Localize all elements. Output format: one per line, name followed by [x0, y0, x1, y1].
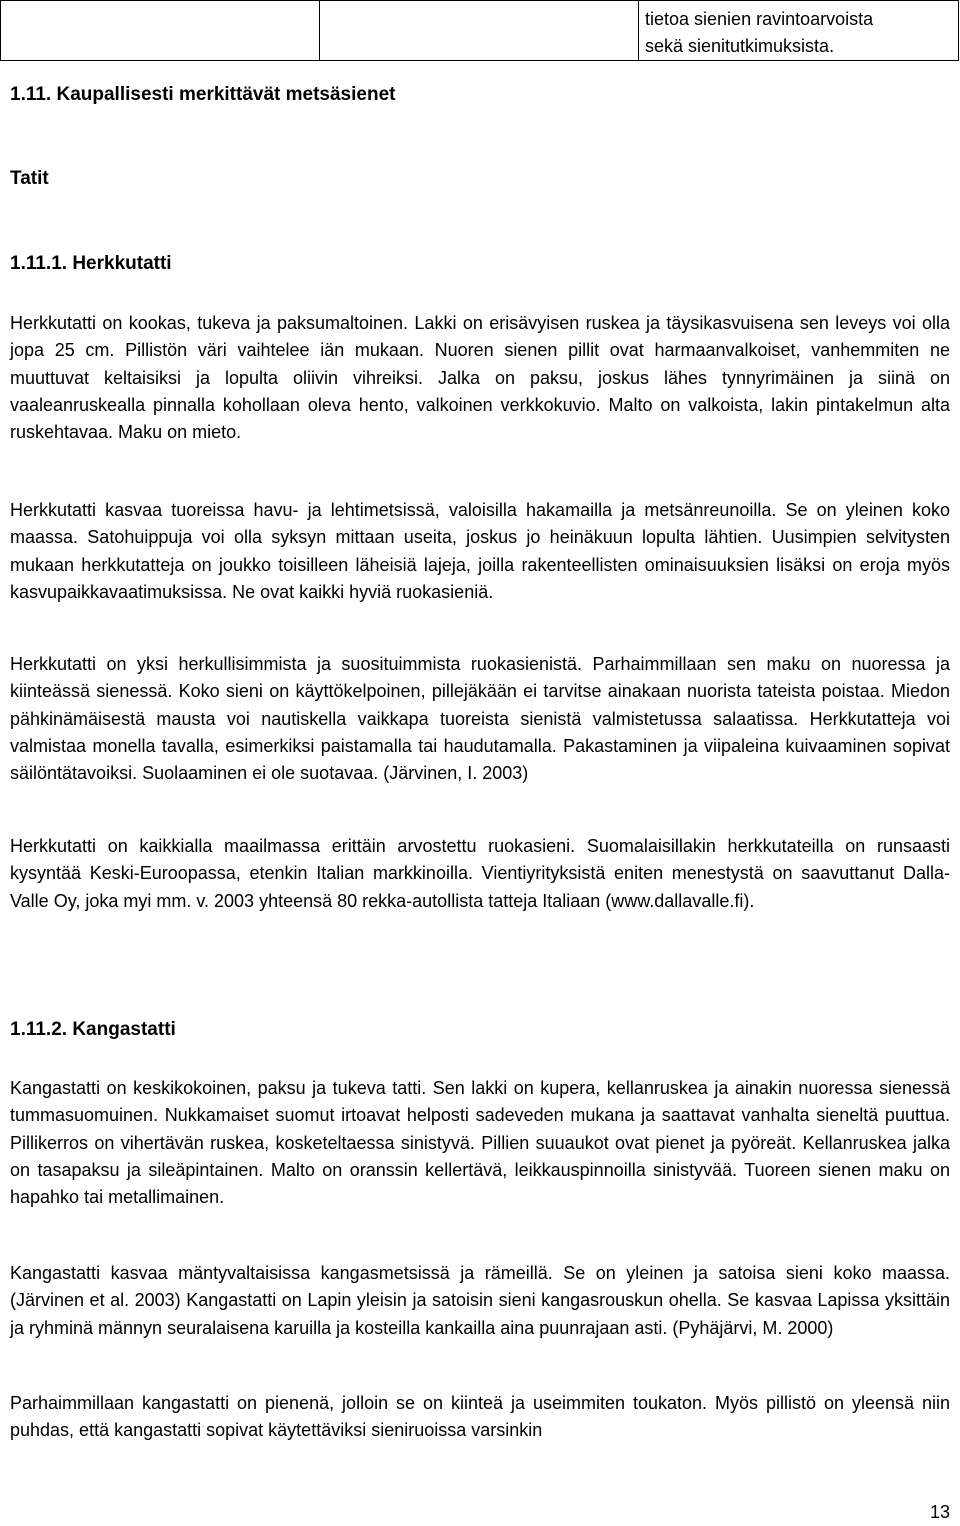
paragraph-herkkutatti-export: Herkkutatti on kaikkialla maailmassa erittäin arvostettu ruokasieni. Suomalaisillakin herkkutateilla on runsaasti kysyntää Keski-Euroopassa, etenkin Italian markkinoilla. Vientiyrityksistä eniten menestystä on saavuttanut Dalla-Valle Oy, joka myi mm. v. 2003 yhteensä 80 rekka-autollista tatteja Italiaan (www.dallavalle.fi). [10, 836, 950, 911]
paragraph-herkkutatti-habitat: Herkkutatti kasvaa tuoreissa havu- ja lehtimetsissä, valoisilla hakamailla ja metsänreunoilla. Se on yleinen koko maassa. Satohuippuja voi olla syksyn mittaan useita, joskus jo heinäkuun lopulta lähtien. Uusimpien selvitysten mukaan herkkutatteja on joukko toisilleen läheisiä lajeja, joilla rakenteellisten ominaisuuksien lisäksi on eroja myös kasvupaikkavaatimuksissa. Ne ovat kaikki hyviä ruokasieniä. [10, 500, 950, 602]
header-line: tietoa sienien ravintoarvoista [645, 9, 874, 29]
section-heading-kangastatti: 1.11.2. Kangastatti [10, 1019, 176, 1040]
section-heading-tatit: Tatit [10, 168, 49, 189]
page-number: 13 [929, 1502, 950, 1522]
section-heading-commercial-mushrooms: 1.11. Kaupallisesti merkittävät metsäsienet [10, 84, 396, 105]
paragraph-kangastatti-habitat: Kangastatti kasvaa mäntyvaltaisissa kangasmetsissä ja rämeillä. Se on yleinen ja satoisa sieni koko maassa. (Järvinen et al. 2003) Kangastatti on Lapin yleisin ja satoisin sieni kangasrouskun ohella. Se kasvaa Lapissa yksittäin ja ryhminä männyn seuralaisena karuilla ja kosteilla kankailla aina puunrajaan asti. (Pyhäjärvi, M. 2000) [10, 1263, 950, 1338]
paragraph-herkkutatti-description: Herkkutatti on kookas, tukeva ja paksumaltoinen. Lakki on erisävyisen ruskea ja täysikasvuisena sen leveys voi olla jopa 25 cm. Pillistön väri vaihtelee iän mukaan. Nuoren sienen pillit ovat harmaanvalkoiset, vanhemmiten ne muuttuvat keltaisiksi ja lopulta oliivin vihreiksi. Jalka on paksu, joskus lähes tynnyrimäinen ja siinä on vaaleanruskealla pinnalla kohollaan oleva hento, valkoinen verkkokuvio. Malto on valkoista, lakin pintakelmun alta ruskehtavaa. Maku on mieto. [10, 313, 950, 443]
header-line: sekä sienitutkimuksista. [645, 36, 835, 56]
section-heading-herkkutatti: 1.11.1. Herkkutatti [10, 253, 172, 274]
paragraph-kangastatti-description: Kangastatti on keskikokoinen, paksu ja tukeva tatti. Sen lakki on kupera, kellanruskea ja ainakin nuoressa sienessä tummasuomuinen. Nukkamaiset suomut irtoavat helposti sadeveden mukana ja saattavat vanhalta sieneltä puuttua. Pillikerros on vihertävän ruskea, kosketeltaessa sinistyvä. Pillien suuaukot ovat pienet ja pyöreät. Kellanruskea jalka on tasapaksu ja sileäpintainen. Malto on oranssin kellertävä, leikkauspinnoilla sinistyvää. Tuoreen sienen maku on hapahko tai metallimainen. [10, 1078, 950, 1208]
header-cell-empty-left [1, 1, 320, 61]
header-table [0, 0, 959, 61]
header-cell-text [639, 1, 959, 61]
paragraph-kangastatti-culinary: Parhaimmillaan kangastatti on pienenä, jolloin se on kiinteä ja useimmiten toukaton. Myös pillistö on yleensä niin puhdas, että kangastatti sopivat käytettäviksi sieniruoissa varsinkin [10, 1393, 950, 1441]
paragraph-herkkutatti-culinary: Herkkutatti on yksi herkullisimmista ja suosituimmista ruokasienistä. Parhaimmillaan sen maku on nuoressa ja kiinteässä sienessä. Koko sieni on käyttökelpoinen, pillejäkään ei tarvitse ainakaan nuorista tateista poistaa. Miedon pähkinämäisestä mausta voi nautiskella vaikkapa tuoreista sienistä valmistetussa salaatissa. Herkkutatteja voi valmistaa monella tavalla, esimerkiksi paistamalla tai haudutamalla. Pakastaminen ja viipaleina kuivaaminen sopivat säilöntätavoiksi. Suolaaminen ei ole suotavaa. (Järvinen, I. 2003) [10, 654, 950, 784]
header-cell-empty-middle [320, 1, 639, 61]
